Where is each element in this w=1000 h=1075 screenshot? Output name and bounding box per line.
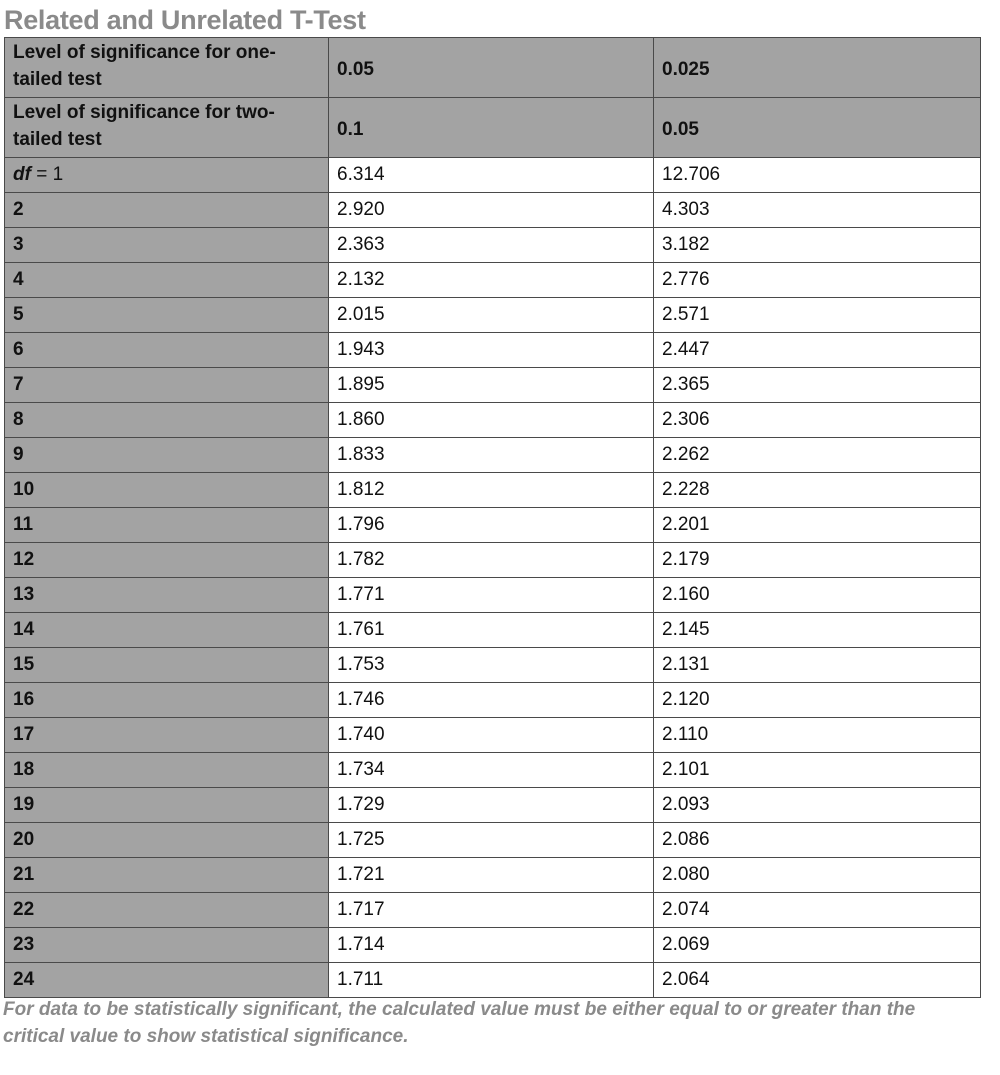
table-row [5,613,981,648]
critical-value-one-tailed: 2.132 [329,263,654,298]
critical-value-two-tailed: 2.365 [654,368,981,403]
critical-value-one-tailed: 1.860 [329,403,654,438]
table-row [5,368,981,403]
page-title: Related and Unrelated T-Test [4,5,366,35]
critical-value-two-tailed: 12.706 [654,158,981,193]
table-row [5,928,981,963]
critical-value-one-tailed: 1.746 [329,683,654,718]
critical-value-two-tailed: 2.086 [654,823,981,858]
critical-value-two-tailed: 2.074 [654,893,981,928]
table-row [5,683,981,718]
critical-value-one-tailed: 1.734 [329,753,654,788]
table-row [5,543,981,578]
table-row [5,473,981,508]
df-cell: 8 [5,403,329,438]
critical-value-one-tailed: 1.943 [329,333,654,368]
critical-value-two-tailed: 2.131 [654,648,981,683]
df-cell: 5 [5,298,329,333]
header-label: Level of significance for one-tailed test [5,38,329,98]
table-row [5,893,981,928]
df-cell: 17 [5,718,329,753]
header-row-two-tailed [5,98,981,158]
df-cell: 2 [5,193,329,228]
critical-value-one-tailed: 1.721 [329,858,654,893]
critical-value-one-tailed: 2.920 [329,193,654,228]
critical-value-two-tailed: 2.080 [654,858,981,893]
table-row [5,858,981,893]
critical-value-one-tailed: 1.833 [329,438,654,473]
critical-value-two-tailed: 2.306 [654,403,981,438]
critical-value-two-tailed: 2.069 [654,928,981,963]
df-cell: 18 [5,753,329,788]
critical-value-two-tailed: 2.064 [654,963,981,998]
header-value: 0.025 [654,38,981,98]
table-row [5,788,981,823]
critical-value-two-tailed: 2.228 [654,473,981,508]
critical-value-two-tailed: 2.201 [654,508,981,543]
critical-value-two-tailed: 2.101 [654,753,981,788]
critical-value-two-tailed: 2.160 [654,578,981,613]
critical-value-one-tailed: 2.363 [329,228,654,263]
df-cell: 15 [5,648,329,683]
critical-value-one-tailed: 1.761 [329,613,654,648]
df-cell: 21 [5,858,329,893]
df-cell: 4 [5,263,329,298]
df-value: = 1 [30,164,64,185]
df-cell [5,158,329,193]
df-cell: 14 [5,613,329,648]
critical-value-one-tailed: 1.740 [329,718,654,753]
critical-value-two-tailed: 2.093 [654,788,981,823]
critical-value-one-tailed: 1.895 [329,368,654,403]
header-value: 0.05 [654,98,981,158]
table-row [5,228,981,263]
table-row [5,578,981,613]
critical-value-two-tailed: 2.776 [654,263,981,298]
table-row [5,158,981,193]
table-row [5,508,981,543]
df-cell: 9 [5,438,329,473]
df-cell: 10 [5,473,329,508]
critical-value-one-tailed: 1.717 [329,893,654,928]
critical-value-one-tailed: 1.729 [329,788,654,823]
table-row [5,823,981,858]
critical-value-one-tailed: 1.812 [329,473,654,508]
critical-value-two-tailed: 2.262 [654,438,981,473]
critical-value-one-tailed: 1.725 [329,823,654,858]
header-value: 0.05 [329,38,654,98]
critical-value-two-tailed: 2.571 [654,298,981,333]
df-variable: df [13,164,31,185]
table-row [5,298,981,333]
df-cell: 12 [5,543,329,578]
critical-value-one-tailed: 1.711 [329,963,654,998]
critical-value-two-tailed: 2.447 [654,333,981,368]
header-row-one-tailed [5,38,981,98]
critical-value-one-tailed: 1.714 [329,928,654,963]
critical-value-one-tailed: 1.782 [329,543,654,578]
df-cell: 20 [5,823,329,858]
critical-value-one-tailed: 6.314 [329,158,654,193]
df-cell: 6 [5,333,329,368]
df-cell: 22 [5,893,329,928]
critical-value-two-tailed: 3.182 [654,228,981,263]
table-row [5,718,981,753]
table-row [5,333,981,368]
df-cell: 23 [5,928,329,963]
table-row [5,438,981,473]
critical-value-two-tailed: 2.179 [654,543,981,578]
table-row [5,403,981,438]
critical-value-one-tailed: 1.753 [329,648,654,683]
header-value: 0.1 [329,98,654,158]
df-cell: 3 [5,228,329,263]
critical-value-two-tailed: 2.110 [654,718,981,753]
table-row [5,263,981,298]
critical-value-two-tailed: 4.303 [654,193,981,228]
footnote: For data to be statistically significant, the calculated value must be either equal to or greater than the critical value to show statistical significance. [3,999,916,1047]
df-cell: 24 [5,963,329,998]
df-cell: 13 [5,578,329,613]
critical-value-one-tailed: 2.015 [329,298,654,333]
critical-value-two-tailed: 2.120 [654,683,981,718]
table-row [5,963,981,998]
critical-value-two-tailed: 2.145 [654,613,981,648]
table-row [5,648,981,683]
df-cell: 11 [5,508,329,543]
df-cell: 16 [5,683,329,718]
df-cell: 19 [5,788,329,823]
table-row [5,753,981,788]
header-label: Level of significance for two-tailed test [5,98,329,158]
table-row [5,193,981,228]
critical-value-one-tailed: 1.796 [329,508,654,543]
df-cell: 7 [5,368,329,403]
critical-values-table [4,37,981,998]
critical-value-one-tailed: 1.771 [329,578,654,613]
